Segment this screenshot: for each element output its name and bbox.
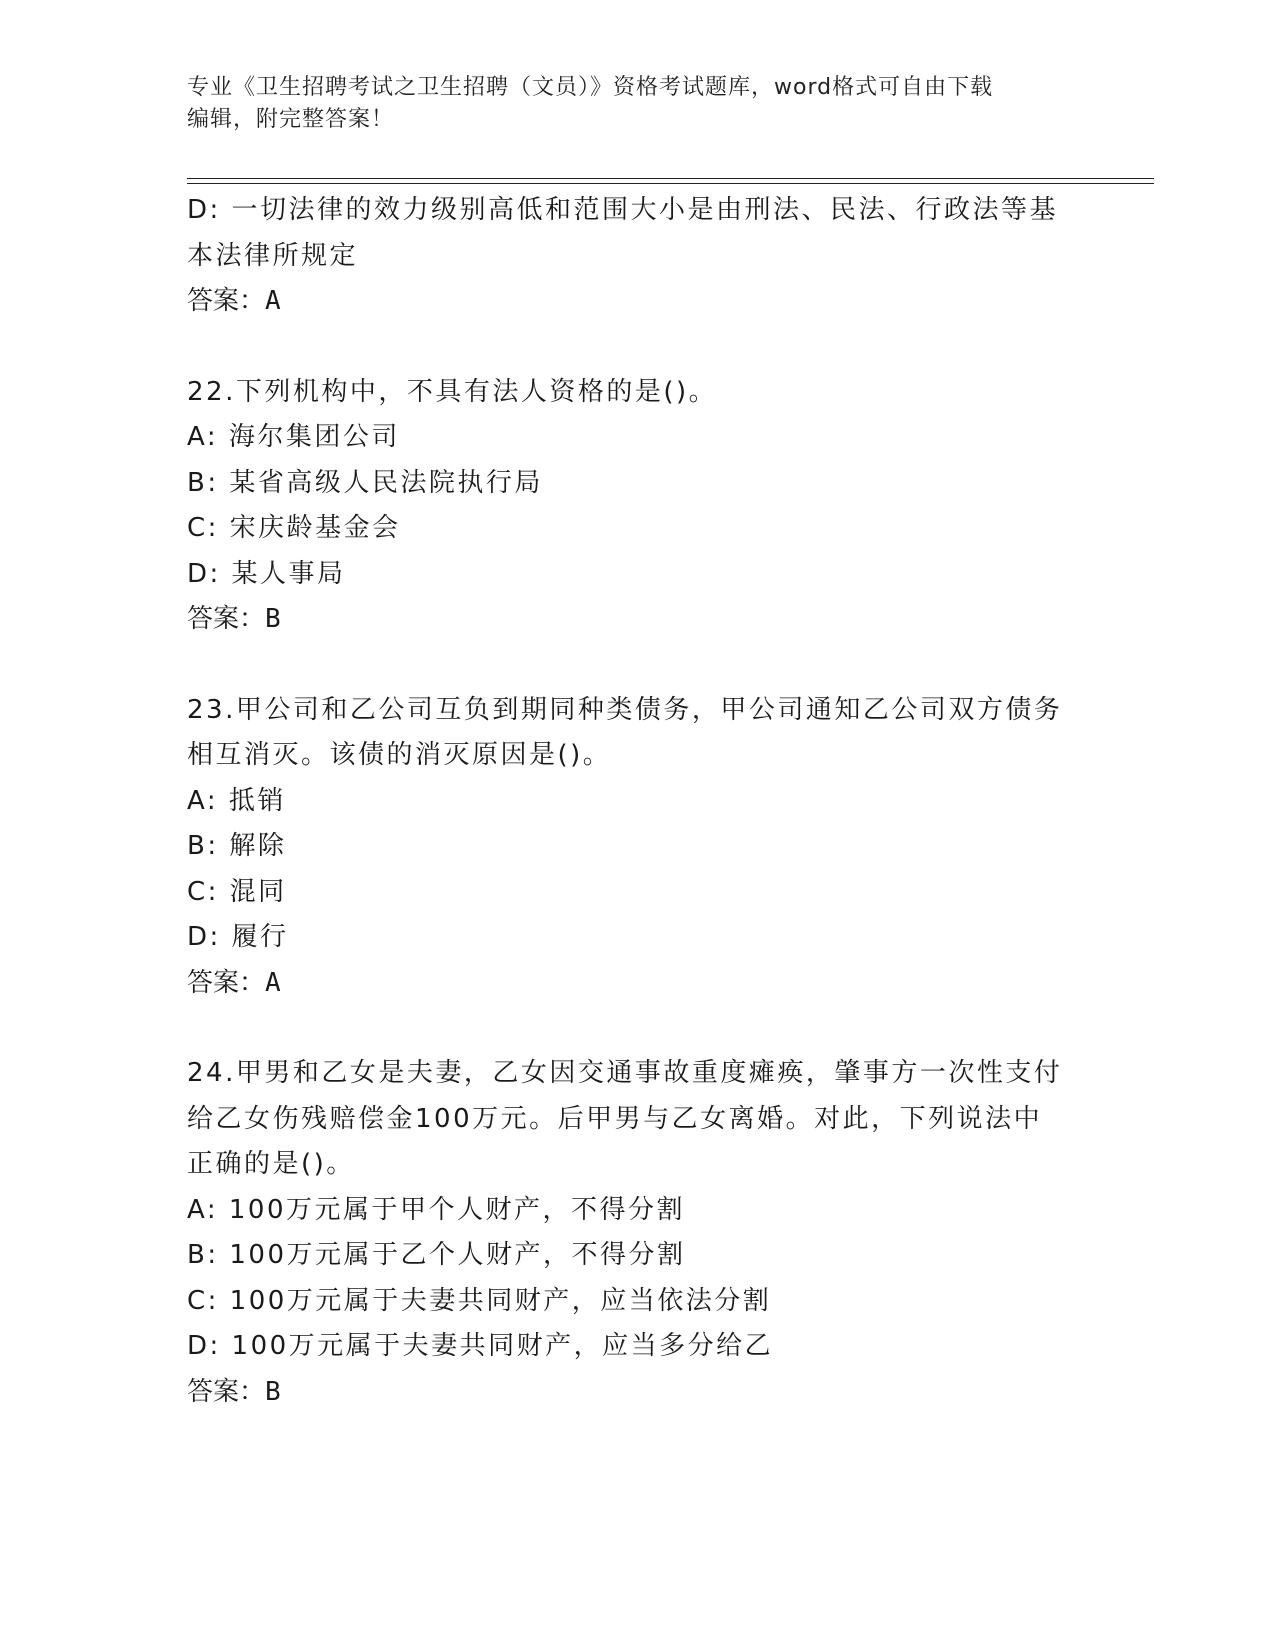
option-d: D: 某人事局 xyxy=(187,558,346,589)
option-a: A: 100万元属于甲个人财产，不得分割 xyxy=(187,1194,685,1225)
option-d-line-1: D: 一切法律的效力级别高低和范围大小是由刑法、民法、行政法等基 xyxy=(187,195,1059,225)
option-a: A: 海尔集团公司 xyxy=(187,422,400,452)
question-stem xyxy=(187,1051,1087,1188)
question-23 xyxy=(187,688,1087,1007)
header-rule-bottom xyxy=(187,183,1154,184)
document-body xyxy=(187,188,1087,1415)
option-b: B: 100万元属于乙个人财产，不得分割 xyxy=(187,1240,686,1270)
stem-line: 24.甲男和乙女是夫妻，乙女因交通事故重度瘫痪，肇事方一次性支付 xyxy=(187,1058,1063,1088)
stem-line: 给乙女伤残赔偿金100万元。后甲男与乙女离婚。对此，下列说法中 xyxy=(187,1103,1043,1134)
answer-24: 答案：B xyxy=(187,1376,281,1407)
option-c: C: 100万元属于夫妻共同财产，应当依法分割 xyxy=(187,1285,772,1316)
question-22 xyxy=(187,370,1087,643)
question-21-continued xyxy=(187,188,1087,325)
question-stem xyxy=(187,370,1087,416)
stem-line: 22.下列机构中，不具有法人资格的是()。 xyxy=(187,376,718,407)
stem-line: 23.甲公司和乙公司互负到期同种类债务，甲公司通知乙公司双方债务 xyxy=(187,694,1063,725)
header-line-1: 专业《卫生招聘考试之卫生招聘（文员）》资格考试题库，word格式可自由下载 xyxy=(187,75,994,100)
option-b: B: 某省高级人民法院执行局 xyxy=(187,467,543,498)
header-line-2: 编辑，附完整答案！ xyxy=(187,107,395,132)
option-c: C: 混同 xyxy=(187,876,287,907)
option-c: C: 宋庆龄基金会 xyxy=(187,513,401,543)
answer-21: 答案：A xyxy=(187,286,281,316)
option-d: D: 履行 xyxy=(187,922,289,952)
header-rule-top xyxy=(187,178,1154,179)
option-b: B: 解除 xyxy=(187,831,287,861)
answer-23: 答案：A xyxy=(187,967,281,998)
option-a: A: 抵销 xyxy=(187,785,286,816)
answer-22: 答案：B xyxy=(187,604,281,634)
question-stem xyxy=(187,688,1087,779)
stem-line: 相互消灭。该债的消灭原因是()。 xyxy=(187,740,612,770)
option-d: D: 100万元属于夫妻共同财产，应当多分给乙 xyxy=(187,1331,774,1361)
option-d-line-2: 本法律所规定 xyxy=(187,240,359,271)
stem-line: 正确的是()。 xyxy=(187,1149,355,1179)
document-header xyxy=(187,72,1087,136)
question-24 xyxy=(187,1051,1087,1415)
